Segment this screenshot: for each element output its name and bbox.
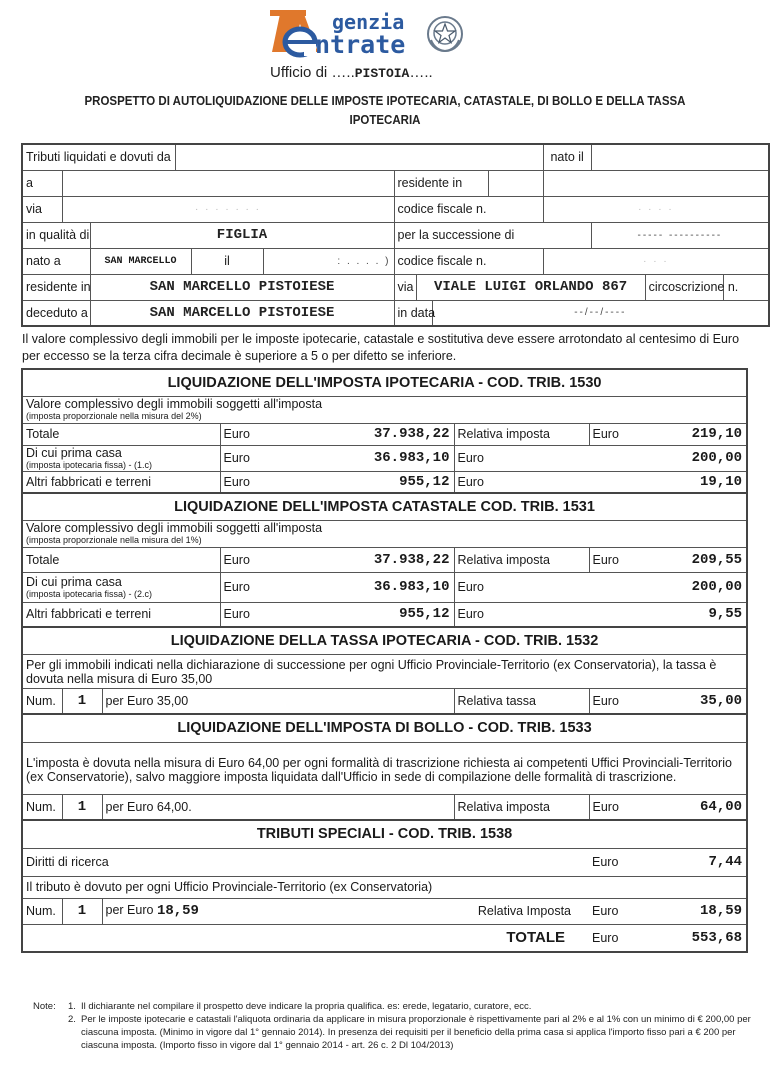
ipotecaria-row-prima-casa: Di cui prima casa (imposta ipotecaria fissa) - (1.c) Euro 36.983,10 Euro 200,00 <box>22 445 747 471</box>
ipotecaria-row-totale: Totale Euro 37.938,22 Relativa imposta Euro 219,10 <box>22 423 747 445</box>
bollo-num-field[interactable]: 1 <box>62 794 102 820</box>
catastale-prima-casa-tax[interactable]: 200,00 <box>649 572 747 602</box>
speciali-num-field[interactable]: 1 <box>62 898 102 924</box>
ufficio-line <box>270 64 433 81</box>
ipotecaria-prima-casa-value[interactable]: 36.983,10 <box>290 445 454 471</box>
tassa-description: Per gli immobili indicati nella dichiarazione di successione per ogni Ufficio Provinciale-Territorio (ex Conservatoria), la tassa è dovuta nella misura di Euro 35,00 <box>22 654 747 688</box>
tributi-label: Tributi liquidati e dovuti da <box>22 144 175 170</box>
note-item: 2. Per le imposte ipotecarie e catastali l'aliquota ordinaria da applicare in misura proporzionale è rispettivamente pari al 2% e al 1% con un minimo di € 200,00 per ciascuna imposta. (Minimo in vigore dal 1° gennaio 2014). In presenza dei requisiti per il beneficio della prima casa si applica l'importo fisso pari a € 200 per ciascuna imposta. (Importo fisso in vigore dal 1° gennaio 2014 - art. 26 c. 2 Dl 104/2013) <box>68 1014 751 1051</box>
via-field[interactable]: · · · · · · · <box>62 196 394 222</box>
il-field[interactable]: : . . . . ) <box>263 248 394 274</box>
residente-in2-label: residente in <box>22 274 90 300</box>
ipotecaria-prima-casa-tax[interactable]: 200,00 <box>649 445 747 471</box>
catastale-row-totale: Totale Euro 37.938,22 Relativa imposta Euro 209,55 <box>22 547 747 572</box>
via2-field[interactable]: VIALE LUIGI ORLANDO 867 <box>416 274 645 300</box>
in-data-field[interactable]: --/--/---- <box>432 300 769 326</box>
catastale-totale-value[interactable]: 37.938,22 <box>290 547 454 572</box>
tassa-row: Num. 1 per Euro 35,00 Relativa tassa Euro 35,00 <box>22 688 747 714</box>
ipotecaria-altri-value[interactable]: 955,12 <box>290 471 454 493</box>
speciali-amount[interactable]: 18,59 <box>649 898 747 924</box>
residente-in-label: residente in <box>394 170 488 196</box>
residente-in-spacer <box>488 170 543 196</box>
nato-il-label: nato il <box>543 144 591 170</box>
codice-fiscale-label: codice fiscale n. <box>394 196 543 222</box>
notes-label: Note: <box>33 1001 56 1012</box>
catastale-altri-tax[interactable]: 9,55 <box>649 602 747 627</box>
codice-fiscale-field[interactable]: · · · · <box>543 196 769 222</box>
speciali-per-value[interactable]: 18,59 <box>156 903 199 919</box>
tassa-num-field[interactable]: 1 <box>62 688 102 714</box>
logo-text-ntrate: ntrate <box>315 30 406 59</box>
speciali-ricerca-amount[interactable]: 7,44 <box>649 848 747 876</box>
totale-row: TOTALE Euro 553,68 <box>22 924 747 952</box>
speciali-row: Num. 1 per Euro 18,59 Relativa Imposta Euro 18,59 <box>22 898 747 924</box>
nato-il-field[interactable] <box>591 144 769 170</box>
catastale-relativa-imposta[interactable]: 209,55 <box>649 547 747 572</box>
note-item: 1. Il dichiarante nel compilare il prospetto deve indicare la propria qualifica. es: erede, legatario, curatore, ecc. <box>68 1001 532 1012</box>
ipotecaria-relativa-imposta[interactable]: 219,10 <box>649 423 747 445</box>
section-header-catastale: LIQUIDAZIONE DELL'IMPOSTA CATASTALE COD. TRIB. 1531 <box>22 493 747 520</box>
totale-amount[interactable]: 553,68 <box>649 924 747 952</box>
agenzia-entrate-logo <box>270 6 485 62</box>
qualita-field[interactable]: FIGLIA <box>90 222 394 248</box>
catastale-row-prima-casa: Di cui prima casa (imposta ipotecaria fissa) - (2.c) Euro 36.983,10 Euro 200,00 <box>22 572 747 602</box>
bollo-description: L'imposta è dovuta nella misura di Euro 64,00 per ogni formalità di trascrizione richiesta ai competenti Uffici Provinciali-Territorio (ex Conservatorie), salvo maggiore imposta liquidata dall'Ufficio in sede di compilazione delle formalità di trascrizione. <box>22 742 747 794</box>
italian-republic-emblem-icon <box>425 14 465 54</box>
catastale-description: Valore complessivo degli immobili soggetti all'imposta (imposta proporzionale nella misura del 1%) <box>22 520 747 547</box>
codice-fiscale2-label: codice fiscale n. <box>394 248 543 274</box>
nato-a-label: nato a <box>22 248 90 274</box>
codice-fiscale2-field[interactable]: · · · <box>543 248 769 274</box>
section-header-speciali: TRIBUTI SPECIALI - COD. TRIB. 1538 <box>22 820 747 848</box>
catastale-row-altri: Altri fabbricati e terreni Euro 955,12 Euro 9,55 <box>22 602 747 627</box>
ipotecaria-description: Valore complessivo degli immobili soggetti all'imposta (imposta proporzionale nella misura del 2%) <box>22 396 747 423</box>
circoscrizione-label: circoscrizione n. <box>645 274 723 300</box>
il-label: il <box>191 248 263 274</box>
ipotecaria-row-altri: Altri fabbricati e terreni Euro 955,12 Euro 19,10 <box>22 471 747 493</box>
deceduto-field[interactable]: SAN MARCELLO PISTOIESE <box>90 300 394 326</box>
bollo-amount[interactable]: 64,00 <box>649 794 747 820</box>
rounding-note: Il valore complessivo degli immobili per le imposte ipotecarie, catastale e sostitutiva deve essere arrotondato al centesimo di Euro per eccesso se la terza cifra decimale è superiore a 5 o per difetto se inferiore. <box>22 332 740 363</box>
residente-in-field[interactable] <box>543 170 769 196</box>
page-title: PROSPETTO DI AUTOLIQUIDAZIONE DELLE IMPOSTE IPOTECARIA, CATASTALE, DI BOLLO E DELLA TASSA IPOTECARIA <box>84 94 686 127</box>
tributi-field[interactable] <box>175 144 543 170</box>
successione-field[interactable]: ----- ---------- <box>591 222 769 248</box>
ufficio-city: PISTOIA <box>354 66 410 81</box>
bollo-row: Num. 1 per Euro 64,00. Relativa imposta Euro 64,00 <box>22 794 747 820</box>
via-label: via <box>22 196 62 222</box>
tax-liquidation-table <box>21 368 748 953</box>
residente-in2-field[interactable]: SAN MARCELLO PISTOIESE <box>90 274 394 300</box>
qualita-label: in qualità di <box>22 222 90 248</box>
logo-text-genzia: genzia <box>332 10 405 34</box>
notes-list <box>68 1000 753 1052</box>
deceduto-label: deceduto a <box>22 300 90 326</box>
ufficio-prefix: Ufficio di ….. <box>270 64 355 81</box>
taxpayer-info-table <box>21 143 770 327</box>
a-field[interactable] <box>62 170 394 196</box>
successione-label: per la successione di <box>394 222 591 248</box>
tassa-amount[interactable]: 35,00 <box>649 688 747 714</box>
via2-label: via <box>394 274 416 300</box>
nato-a-field[interactable]: SAN MARCELLO <box>90 248 191 274</box>
ipotecaria-altri-tax[interactable]: 19,10 <box>649 471 747 493</box>
speciali-ricerca-row: Diritti di ricerca Euro 7,44 <box>22 848 747 876</box>
catastale-prima-casa-value[interactable]: 36.983,10 <box>290 572 454 602</box>
ufficio-suffix: ….. <box>409 64 433 81</box>
section-header-tassa: LIQUIDAZIONE DELLA TASSA IPOTECARIA - COD. TRIB. 1532 <box>22 627 747 654</box>
in-data-label: in data <box>394 300 432 326</box>
a-label: a <box>22 170 62 196</box>
section-header-bollo: LIQUIDAZIONE DELL'IMPOSTA DI BOLLO - COD. TRIB. 1533 <box>22 714 747 742</box>
ipotecaria-totale-value[interactable]: 37.938,22 <box>290 423 454 445</box>
speciali-description: Il tributo è dovuto per ogni Ufficio Provinciale-Territorio (ex Conservatoria) <box>22 876 747 898</box>
catastale-altri-value[interactable]: 955,12 <box>290 602 454 627</box>
section-header-ipotecaria: LIQUIDAZIONE DELL'IMPOSTA IPOTECARIA - COD. TRIB. 1530 <box>22 369 747 396</box>
